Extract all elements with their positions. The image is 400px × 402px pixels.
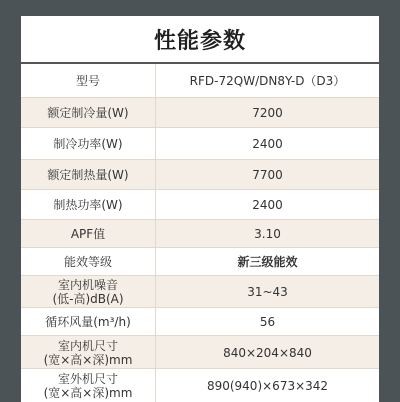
spec-label: 循环风量(m³/h)	[45, 315, 131, 329]
spec-row-energy-grade	[21, 248, 379, 276]
spec-label-line2: (低-高)dB(A)	[52, 292, 124, 306]
spec-label-line2: (宽×高×深)mm	[43, 385, 133, 400]
spec-label: 制冷功率(W)	[53, 137, 123, 151]
spec-row-model	[21, 64, 379, 98]
spec-value: 56	[259, 315, 276, 329]
spec-label-line1: 室内机噪音	[57, 278, 118, 292]
spec-label: 能效等级	[63, 255, 112, 269]
spec-row-outdoor-size	[21, 369, 379, 402]
spec-value: 3.10	[254, 227, 281, 241]
spec-row-apf	[21, 220, 379, 248]
spec-value: 2400	[252, 137, 283, 151]
spec-row-cooling-power	[21, 128, 379, 160]
spec-row-cooling-capacity	[21, 98, 379, 128]
spec-value: 新三级能效	[237, 255, 298, 269]
spec-label: 制热功率(W)	[53, 198, 123, 212]
spec-label: 型号	[75, 74, 100, 88]
spec-row-airflow	[21, 308, 379, 336]
spec-value: 31~43	[247, 285, 288, 299]
spec-row-heating-power	[21, 190, 379, 220]
spec-value: 7200	[252, 106, 283, 120]
spec-label-line1: 室外机尺寸	[57, 371, 118, 386]
spec-label: 额定制冷量(W)	[47, 106, 129, 120]
spec-label	[21, 369, 155, 402]
spec-value: 2400	[252, 198, 283, 212]
spec-row-indoor-noise	[21, 276, 379, 308]
spec-label	[21, 336, 155, 369]
spec-value: RFD-72QW/DN8Y-D（D3）	[189, 74, 346, 88]
spec-row-indoor-size	[21, 336, 379, 369]
spec-value: 890(940)×673×342	[206, 378, 329, 393]
title-bar	[21, 16, 379, 62]
spec-label-line2: (宽×高×深)mm	[43, 352, 133, 367]
spec-label	[21, 276, 155, 308]
spec-value: 840×204×840	[223, 345, 312, 360]
spec-label: APF值	[70, 227, 106, 241]
spec-row-heating-capacity	[21, 160, 379, 190]
spec-panel	[21, 16, 379, 400]
spec-label-line1: 室内机尺寸	[57, 338, 118, 353]
spec-value: 7700	[252, 168, 283, 182]
page-title: 性能参数	[153, 29, 246, 54]
spec-label: 额定制热量(W)	[47, 168, 129, 182]
